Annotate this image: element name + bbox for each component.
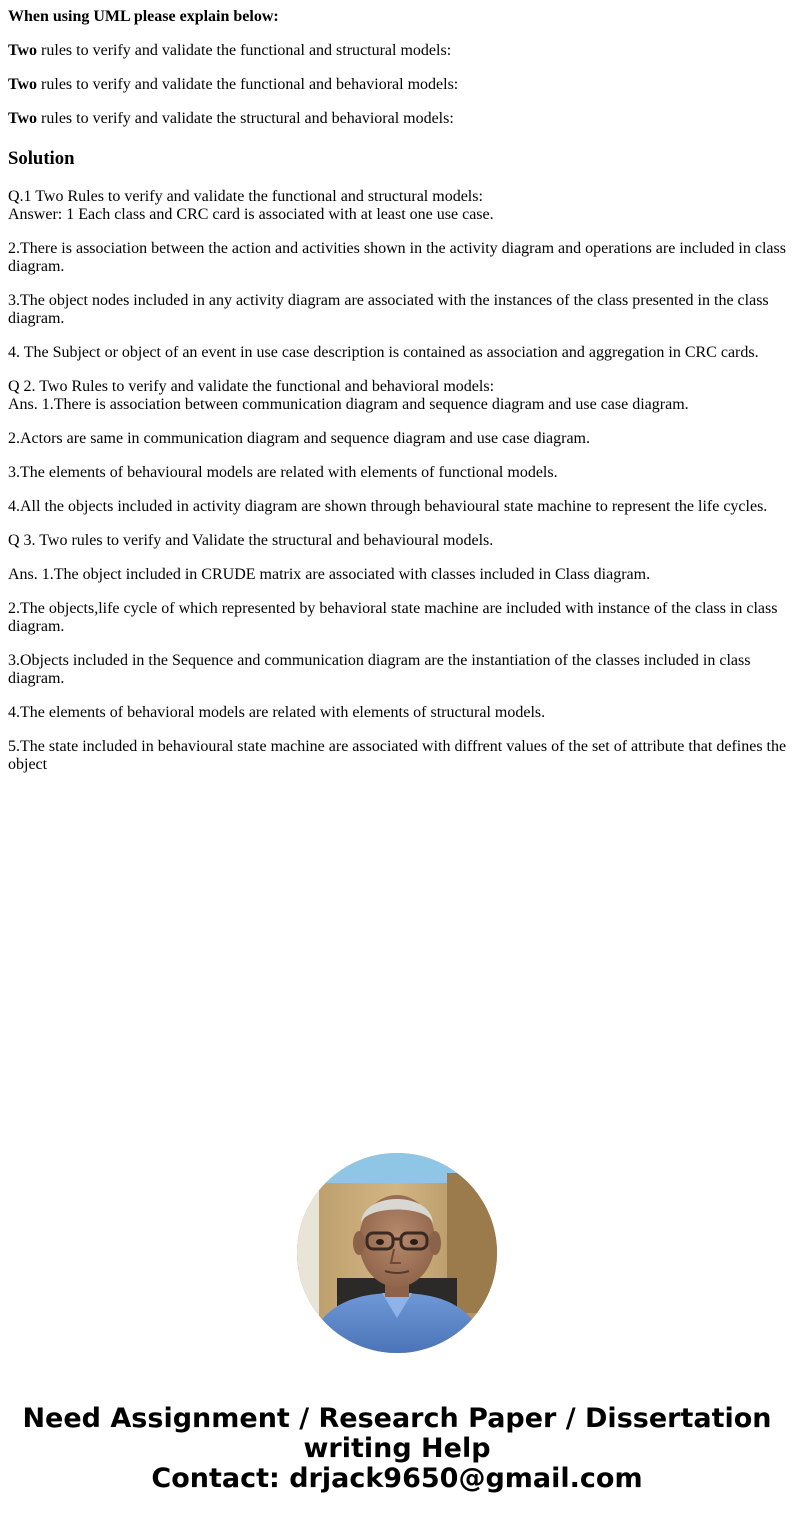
solution-heading: Solution bbox=[8, 148, 75, 169]
q1-paragraph-2: 2.There is association between the action and activities shown in the activity diagram and operations are included in class diagram. bbox=[8, 240, 786, 275]
question-item-bold: Two bbox=[8, 76, 38, 93]
author-portrait-icon bbox=[297, 1153, 497, 1353]
question-item-text: rules to verify and validate the functional and behavioral models: bbox=[37, 76, 459, 93]
q1-block bbox=[8, 188, 788, 224]
q3-answer: Ans. 1.The object included in CRUDE matrix are associated with classes included in Class diagram. bbox=[8, 566, 651, 583]
question-item bbox=[8, 110, 788, 128]
footer-contact-email: Contact: drjack9650@gmail.com bbox=[151, 1463, 643, 1494]
q1-paragraph-4: 4. The Subject or object of an event in use case description is contained as association and aggregation in CRC cards. bbox=[8, 344, 759, 361]
q2-title: Q 2. Two Rules to verify and validate the functional and behavioral models: bbox=[8, 378, 495, 395]
author-avatar bbox=[297, 1153, 497, 1353]
q2-block bbox=[8, 378, 788, 414]
question-item-bold: Two bbox=[8, 42, 38, 59]
q1-paragraph-3: 3.The object nodes included in any activity diagram are associated with the instances of the class presented in the class diagram. bbox=[8, 292, 769, 327]
document-body bbox=[8, 8, 788, 790]
q2-paragraph-2: 2.Actors are same in communication diagram and sequence diagram and use case diagram. bbox=[8, 430, 590, 447]
q3-paragraph-5: 5.The state included in behavioural state machine are associated with diffrent values of the set of attribute that defines the object bbox=[8, 738, 787, 773]
footer-line-2: writing Help bbox=[303, 1433, 491, 1464]
q3-paragraph-2: 2.The objects,life cycle of which represented by behavioral state machine are included with instance of the class in class diagram. bbox=[8, 600, 778, 635]
q3-title: Q 3. Two rules to verify and Validate the structural and behavioural models. bbox=[8, 532, 494, 549]
footer-line-1: Need Assignment / Research Paper / Dissertation bbox=[22, 1403, 772, 1434]
question-title: When using UML please explain below: bbox=[8, 8, 279, 25]
q3-paragraph-3: 3.Objects included in the Sequence and communication diagram are the instantiation of the classes included in class diagram. bbox=[8, 652, 751, 687]
q2-paragraph-4: 4.All the objects included in activity diagram are shown through behavioural state machine to represent the life cycles. bbox=[8, 498, 768, 515]
q1-title: Q.1 Two Rules to verify and validate the functional and structural models: bbox=[8, 188, 483, 205]
footer-contact bbox=[0, 1404, 794, 1494]
question-item-text: rules to verify and validate the functional and structural models: bbox=[37, 42, 452, 59]
question-item-text: rules to verify and validate the structural and behavioral models: bbox=[37, 110, 454, 127]
question-item bbox=[8, 42, 788, 60]
q2-answer: Ans. 1.There is association between communication diagram and sequence diagram and use case diagram. bbox=[8, 396, 689, 413]
q1-answer: Answer: 1 Each class and CRC card is associated with at least one use case. bbox=[8, 206, 494, 223]
q3-paragraph-4: 4.The elements of behavioral models are related with elements of structural models. bbox=[8, 704, 546, 721]
question-item bbox=[8, 76, 788, 94]
question-item-bold: Two bbox=[8, 110, 38, 127]
q2-paragraph-3: 3.The elements of behavioural models are related with elements of functional models. bbox=[8, 464, 558, 481]
